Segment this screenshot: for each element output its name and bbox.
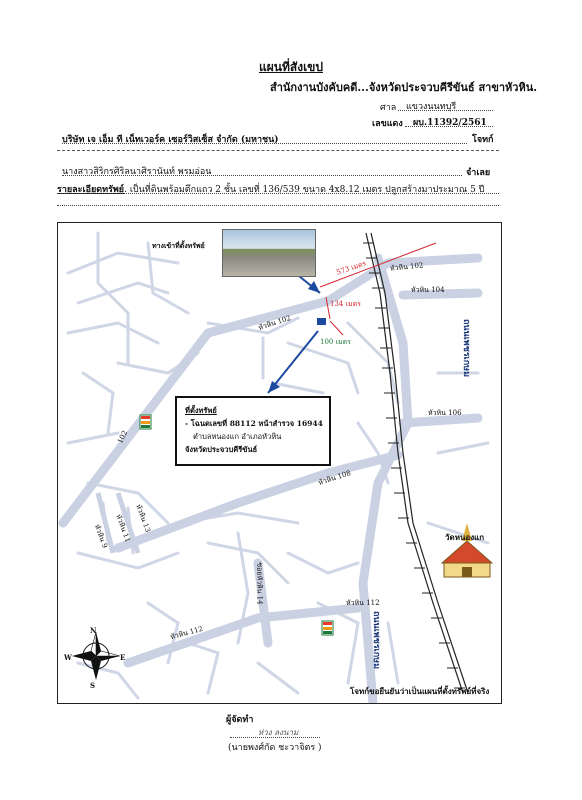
- road-label-soi-bottom: ซอยหัวหิน 14: [255, 562, 264, 605]
- entrance-label: ทางเข้าที่ตั้งทรัพย์: [152, 241, 205, 250]
- info-heading: ที่ตั้งทรัพย์: [185, 406, 217, 415]
- map-footer-note: โจทก์ขอยืนยันว่าเป็นแผนที่ตั้งทรัพย์ที่จริง: [350, 686, 490, 696]
- case-label: เลขแดง: [372, 119, 403, 129]
- court-value: แขวงนนทบุรี: [406, 102, 457, 112]
- defendant-name: นางสาวสิริกรศิริลนาศิรานันท์ พรมอ่อน: [62, 167, 212, 177]
- prepared-by-label: ผู้จัดทำ: [226, 715, 254, 725]
- road-label-soi108: หัวหิน 108: [317, 469, 352, 488]
- compass-s: S: [90, 681, 96, 690]
- court-label: ศาล: [380, 103, 397, 113]
- info-line-3: จังหวัดประจวบคีรีขันธ์: [185, 445, 258, 454]
- compass-e: E: [120, 653, 126, 662]
- road-label-s3: หัวหิน 9: [92, 523, 109, 550]
- highway-label-bottom: ถนนเพชรเกษม: [371, 610, 382, 670]
- plaintiff-role: โจทก์: [472, 135, 494, 145]
- defendant-role: จำเลย: [466, 168, 491, 178]
- case-value: ผบ.11392/2561: [413, 118, 487, 128]
- office-name: สำนักงานบังคับคดี...จังหวัดประจวบคีรีขันธ์ สาขาหัวหิน.: [270, 81, 538, 94]
- road-label-s4: 102: [116, 429, 130, 445]
- signer-name: (นายพงศ์กัด ชะวาจิตร ): [228, 743, 322, 753]
- road-label-soi104: หัวหิน 104: [411, 286, 445, 294]
- info-line-2: ตำบลหนองแก อำเภอหัวหิน: [193, 432, 282, 441]
- road-label-s1: หัวหิน 13: [134, 503, 152, 534]
- road-label-soi102-top: หัวหิน 102: [389, 261, 424, 273]
- distance-label-2: 134 เมตร: [330, 300, 361, 308]
- road-label-soi112-right: หัวหิน 112: [346, 599, 380, 607]
- highway-label-top: ถนนเพชรเกษม: [461, 318, 472, 378]
- property-marker: [317, 318, 326, 325]
- compass-n: N: [90, 626, 97, 635]
- entrance-photo: [222, 229, 316, 277]
- compass-w: W: [64, 653, 72, 662]
- 7-eleven-icon: [140, 415, 151, 429]
- signature-scribble: ห่วง ลงนาม: [258, 728, 299, 737]
- road-label-soi102: หัวหิน 102: [257, 314, 292, 333]
- document-title: แผนที่สังเขป: [259, 60, 323, 74]
- road-label-soi112: หัวหิน 112: [169, 624, 204, 642]
- distance-label-1: 573 เมตร: [335, 259, 368, 277]
- 7-eleven-icon: [322, 621, 333, 635]
- property-label: รายละเอียดทรัพย์: [57, 185, 125, 195]
- distance-label-3: 100 เมตร: [320, 338, 351, 346]
- property-info-box: [175, 396, 331, 466]
- plaintiff-name: บริษัท เจ เอ็ม ที เน็ทเวอร์ค เซอร์วิสเซ็ส จำกัด (มหาชน): [62, 135, 279, 145]
- road-label-s2: หัวหิน 11: [114, 513, 132, 544]
- temple-label: วัดหนองแก: [445, 532, 485, 542]
- info-line-1: - โฉนดเลขที่ 88112 หน้าสำรวจ 16944: [185, 419, 323, 428]
- property-description: . เป็นที่ดินพร้อมตึกแถว 2 ชั้น เลขที่ 136/539 ขนาด 4x8.12 เมตร ปลูกสร้างมาประมาณ 5 ปี: [124, 185, 485, 195]
- road-label-soi106: หัวหิน 106: [428, 409, 462, 417]
